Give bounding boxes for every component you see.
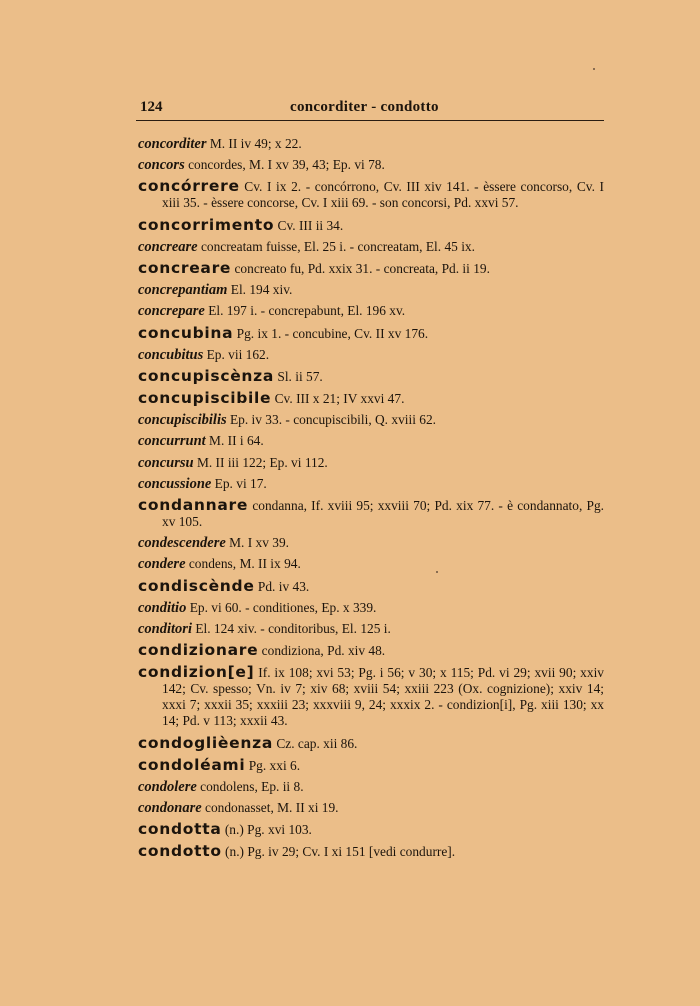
entry-body: Ep. vii 162. [203,346,270,362]
entry-headword: concubina [138,323,234,342]
entry-headword: condescendere [138,535,226,552]
dictionary-entry [138,412,604,428]
dictionary-entry [138,239,604,255]
page-number: 124 [140,99,163,115]
entry-body: Cz. cap. xii 86. [272,735,358,751]
running-header [136,96,604,121]
entry-body: Ep. iv 33. - concupiscibili, Q. xviii 62. [226,412,437,428]
entry-headword: condonare [138,800,202,817]
entry-body: Pd. iv 43. [254,578,310,594]
entry-body: El. 197 i. - concrepabunt, El. 196 xv. [204,303,406,319]
entry-headword: concupiscibilis [138,412,227,429]
entry-body: concreato fu, Pd. xxix 31. - concreata, Pd. ii 19. [231,260,490,276]
entry-body: If. ix 108; xvi 53; Pg. i 56; v 30; x 115; Pd. vi 29; xvii 90; xxiv 142; Cv. spesso; Vn. iv 7; xiv 68; xviii 54; xxiii 223 (Ox. cognizione); xxiv 14; xxxi 7; xxxii 35; xxxiii 23; xxxviii 9, 24; xxxix 2. - condizion[i], Pg. xiii 130; xx 14; Pd. v 113; xxxii 43. [162,665,604,729]
dictionary-entry [138,535,604,551]
dictionary-entry [138,621,604,637]
entry-body: Cv. III ii 34. [274,217,344,233]
entry-body: condonasset, M. II xi 19. [201,800,339,816]
entry-headword: concórrere [138,177,240,196]
entry-body: El. 194 xiv. [227,282,293,298]
dictionary-entry [138,556,604,572]
dictionary-entry [138,821,604,838]
entry-headword: condoglièenza [138,733,273,752]
entry-headword: concupiscibile [138,389,272,408]
dictionary-entry [138,303,604,319]
entry-headword: concursu [138,454,194,471]
entry-headword: conditio [138,599,187,616]
entry-body: Cv. III x 21; IV xxvi 47. [271,391,405,407]
dictionary-entry [138,325,604,342]
entry-headword: concreare [138,258,232,277]
dictionary-entry [138,779,604,795]
entry-body: condanna, If. xviii 95; xxviii 70; Pd. xix 77. - è condannato, Pg. xv 105. [162,498,604,529]
entry-headword: concors [138,157,185,174]
entry-headword: condotto [138,842,222,861]
entry-headword: condizion[e] [138,663,255,682]
dictionary-entry [138,217,604,234]
entry-body: Ep. vi 17. [211,475,267,491]
entry-headword: condere [138,556,186,573]
header-title: concorditer - condotto [290,99,439,115]
dictionary-entry [138,390,604,407]
entry-body: Sl. ii 57. [274,368,323,384]
dictionary-entry [138,578,604,595]
dictionary-entry [138,136,604,152]
dictionary-entry [138,664,604,729]
entry-body: concordes, M. I xv 39, 43; Ep. vi 78. [184,157,385,173]
entry-body: condens, M. II ix 94. [185,556,301,572]
dictionary-entries [138,136,604,866]
entry-body: Pg. xxi 6. [245,757,301,773]
dictionary-entry [138,735,604,752]
paper-speck [436,571,438,573]
entry-headword: concrepantiam [138,282,228,299]
dictionary-entry [138,157,604,173]
paper-speck [593,68,595,70]
entry-body: El. 124 xiv. - conditoribus, El. 125 i. [191,620,391,636]
dictionary-entry [138,476,604,492]
entry-body: M. II iii 122; Ep. vi 112. [193,454,328,470]
entry-headword: condiscènde [138,576,255,595]
entry-headword: concurrunt [138,433,206,450]
entry-body: Pg. ix 1. - concubine, Cv. II xv 176. [233,325,429,341]
entry-body: M. II i 64. [205,433,264,449]
dictionary-entry [138,178,604,211]
entry-headword: concrepare [138,303,205,320]
entry-headword: condolere [138,778,197,795]
entry-headword: concubitus [138,346,204,363]
entry-headword: concussione [138,475,212,492]
entry-body: M. II iv 49; x 22. [206,136,302,151]
dictionary-entry [138,282,604,298]
entry-headword: condizionare [138,641,259,660]
dictionary-entry [138,800,604,816]
entry-body: M. I xv 39. [225,535,290,551]
entry-headword: condannare [138,496,249,514]
dictionary-entry [138,260,604,277]
entry-headword: condoléami [138,755,246,774]
dictionary-entry [138,497,604,530]
dictionary-entry [138,642,604,659]
dictionary-entry [138,757,604,774]
entry-headword: concorditer [138,136,207,152]
dictionary-entry [138,843,604,860]
dictionary-entry [138,347,604,363]
dictionary-entry [138,455,604,471]
dictionary-entry [138,433,604,449]
entry-headword: concorrimento [138,215,275,234]
entry-body: (n.) Pg. iv 29; Cv. I xi 151 [vedi condurre]. [221,844,456,860]
entry-headword: condotta [138,820,222,839]
dictionary-entry [138,600,604,616]
entry-headword: conditori [138,620,192,637]
entry-headword: concupiscènza [138,366,275,385]
entry-body: condolens, Ep. ii 8. [196,778,304,794]
entry-headword: concreare [138,238,198,255]
entry-body: concreatam fuisse, El. 25 i. - concreatam, El. 45 ix. [197,238,475,254]
dictionary-entry [138,368,604,385]
entry-body: condiziona, Pd. xiv 48. [258,643,386,659]
entry-body: Cv. I ix 2. - concórrono, Cv. III xiv 141. - èssere concorso, Cv. I xiii 35. - èssere concorse, Cv. I xiii 69. - son concorsi, Pd. xxvi 57. [162,179,604,211]
entry-body: Ep. vi 60. - conditiones, Ep. x 339. [186,599,377,615]
entry-body: (n.) Pg. xvi 103. [221,822,312,838]
